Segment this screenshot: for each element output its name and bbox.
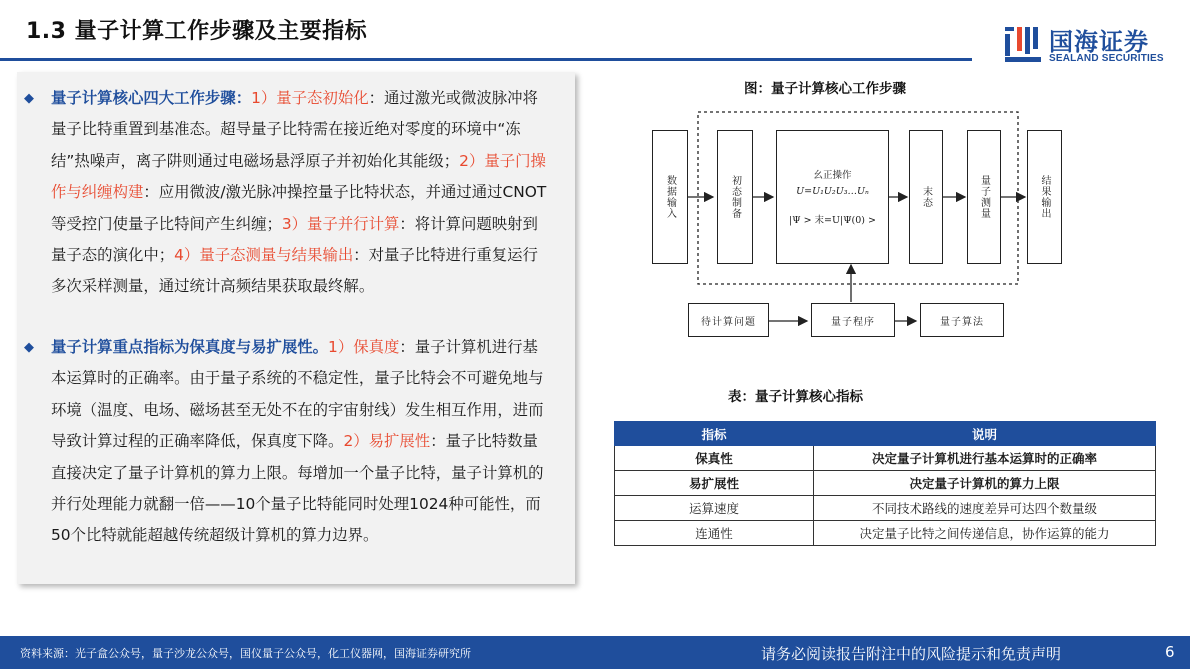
step-text: ：对量子比特进行重复运行多次采样测量，通过统计高频结果获取最终解。	[51, 246, 538, 296]
bullet-heading: 量子计算核心四大工作步骤：	[51, 89, 252, 107]
description-cell: 决定量子计算机进行基本运算时的正确率	[814, 446, 1156, 471]
node-quantum-measurement	[967, 130, 1001, 264]
step-label: 4）量子态测量与结果输出	[174, 246, 354, 265]
figure-caption: 图：量子计算核心工作步骤	[744, 81, 906, 97]
metric-cell: 易扩展性	[615, 471, 814, 496]
footer-bar	[0, 636, 1190, 669]
table-header-row	[615, 422, 1156, 446]
table-row	[615, 471, 1156, 496]
node-label: 量子程序	[831, 316, 875, 328]
node-label: 初态制备	[729, 175, 741, 219]
node-initial-state	[717, 130, 753, 264]
step-text: ：将计算问题映射到量子态的演化中；	[51, 214, 538, 265]
unitary-state: |Ψ > 末=U|Ψ(0) >	[789, 215, 876, 226]
description-cell: 不同技术路线的速度差异可达四个数量级	[814, 496, 1156, 521]
table-row	[615, 496, 1156, 521]
column-header: 说明	[814, 422, 1156, 446]
node-data-input	[652, 130, 688, 264]
node-final-state	[909, 130, 943, 264]
summary-panel	[17, 72, 575, 584]
node-quantum-program	[811, 303, 895, 337]
description-cell: 决定量子计算机的算力上限	[814, 471, 1156, 496]
node-label: 量子测量	[978, 175, 990, 219]
table-caption: 表：量子计算核心指标	[728, 389, 863, 405]
node-label: 结果输出	[1039, 175, 1050, 219]
metric-text: ：量子比特数量直接决定了量子计算机的算力上限。每增加一个量子比特，量子计算机的并行处理能力就翻一倍——10个量子比特能同时处理1024种可能性，而50个比特就能超越传统超级计算机的算力边界。	[51, 432, 544, 545]
metric-cell: 连通性	[615, 521, 814, 546]
node-unitary-operation	[776, 130, 889, 264]
table-row	[615, 446, 1156, 471]
metrics-table	[614, 421, 1156, 546]
disclaimer-link[interactable]: 请务必阅读报告附注中的风险提示和免责声明	[761, 645, 1062, 663]
page-title: 1.3 量子计算工作步骤及主要指标	[26, 19, 368, 44]
bullet-workflow	[24, 83, 550, 303]
table-row	[615, 521, 1156, 546]
metric-cell: 运算速度	[615, 496, 814, 521]
source-note: 资料来源：光子盒公众号，量子沙龙公众号，国仪量子公众号，化工仪器网，国海证券研究所	[20, 647, 471, 660]
step-text: ：应用微波/激光脉冲操控量子比特状态，并通过通过CNOT等受控门使量子比特间产生纠缠；	[51, 183, 547, 233]
node-label: 量子算法	[940, 316, 984, 328]
bullet-text	[51, 83, 550, 303]
bullet-heading: 量子计算重点指标为保真度与易扩展性。	[51, 338, 329, 356]
logo-name: 国海证券	[1049, 28, 1149, 56]
logo-subtitle: SEALAND SECURITIES	[1049, 53, 1164, 64]
workflow-diagram	[645, 100, 1075, 340]
node-label: 末态	[920, 186, 932, 208]
bullet-text	[51, 332, 550, 552]
brand-logo	[1003, 22, 1173, 66]
step-label: 2）量子门操作与纠缠构建	[51, 151, 546, 202]
node-result-output	[1027, 130, 1062, 264]
column-header: 指标	[615, 422, 814, 446]
node-label: 数据输入	[664, 175, 676, 219]
sealand-logo-icon	[1003, 24, 1043, 64]
step-label: 1）量子态初始化	[251, 89, 369, 107]
unitary-formula: U=U₁U₂U₃…Uₙ	[796, 186, 869, 197]
metric-label: 2）易扩展性	[343, 432, 431, 451]
metric-text: ：量子计算机进行基本运算时的正确率。由于量子系统的不稳定性，量子比特会不可避免地与环境（温度、电场、磁场甚至无处不在的宇宙射线）发生相互作用，进而导致计算过程的正确率降低，保真度下降。	[51, 338, 544, 451]
node-problem	[688, 303, 769, 337]
step-text: ：通过激光或微波脉冲将量子比特重置到基准态。超导量子比特需在接近绝对零度的环境中“冻结”热噪声，离子阱则通过电磁场悬浮原子并初始化其能级；	[51, 89, 538, 170]
diamond-bullet-icon: ◆	[24, 91, 34, 106]
bullet-metrics	[24, 332, 550, 552]
unitary-title: 幺正操作	[813, 170, 852, 181]
page-number: 6	[1165, 643, 1175, 661]
node-quantum-algorithm	[920, 303, 1004, 337]
step-label: 3）量子并行计算	[281, 214, 400, 233]
description-cell: 决定量子比特之间传递信息，协作运算的能力	[814, 521, 1156, 546]
node-label: 待计算问题	[701, 316, 756, 328]
metric-label: 1）保真度	[328, 338, 400, 356]
diamond-bullet-icon: ◆	[24, 340, 34, 355]
metric-cell: 保真性	[615, 446, 814, 471]
title-divider	[0, 58, 972, 61]
